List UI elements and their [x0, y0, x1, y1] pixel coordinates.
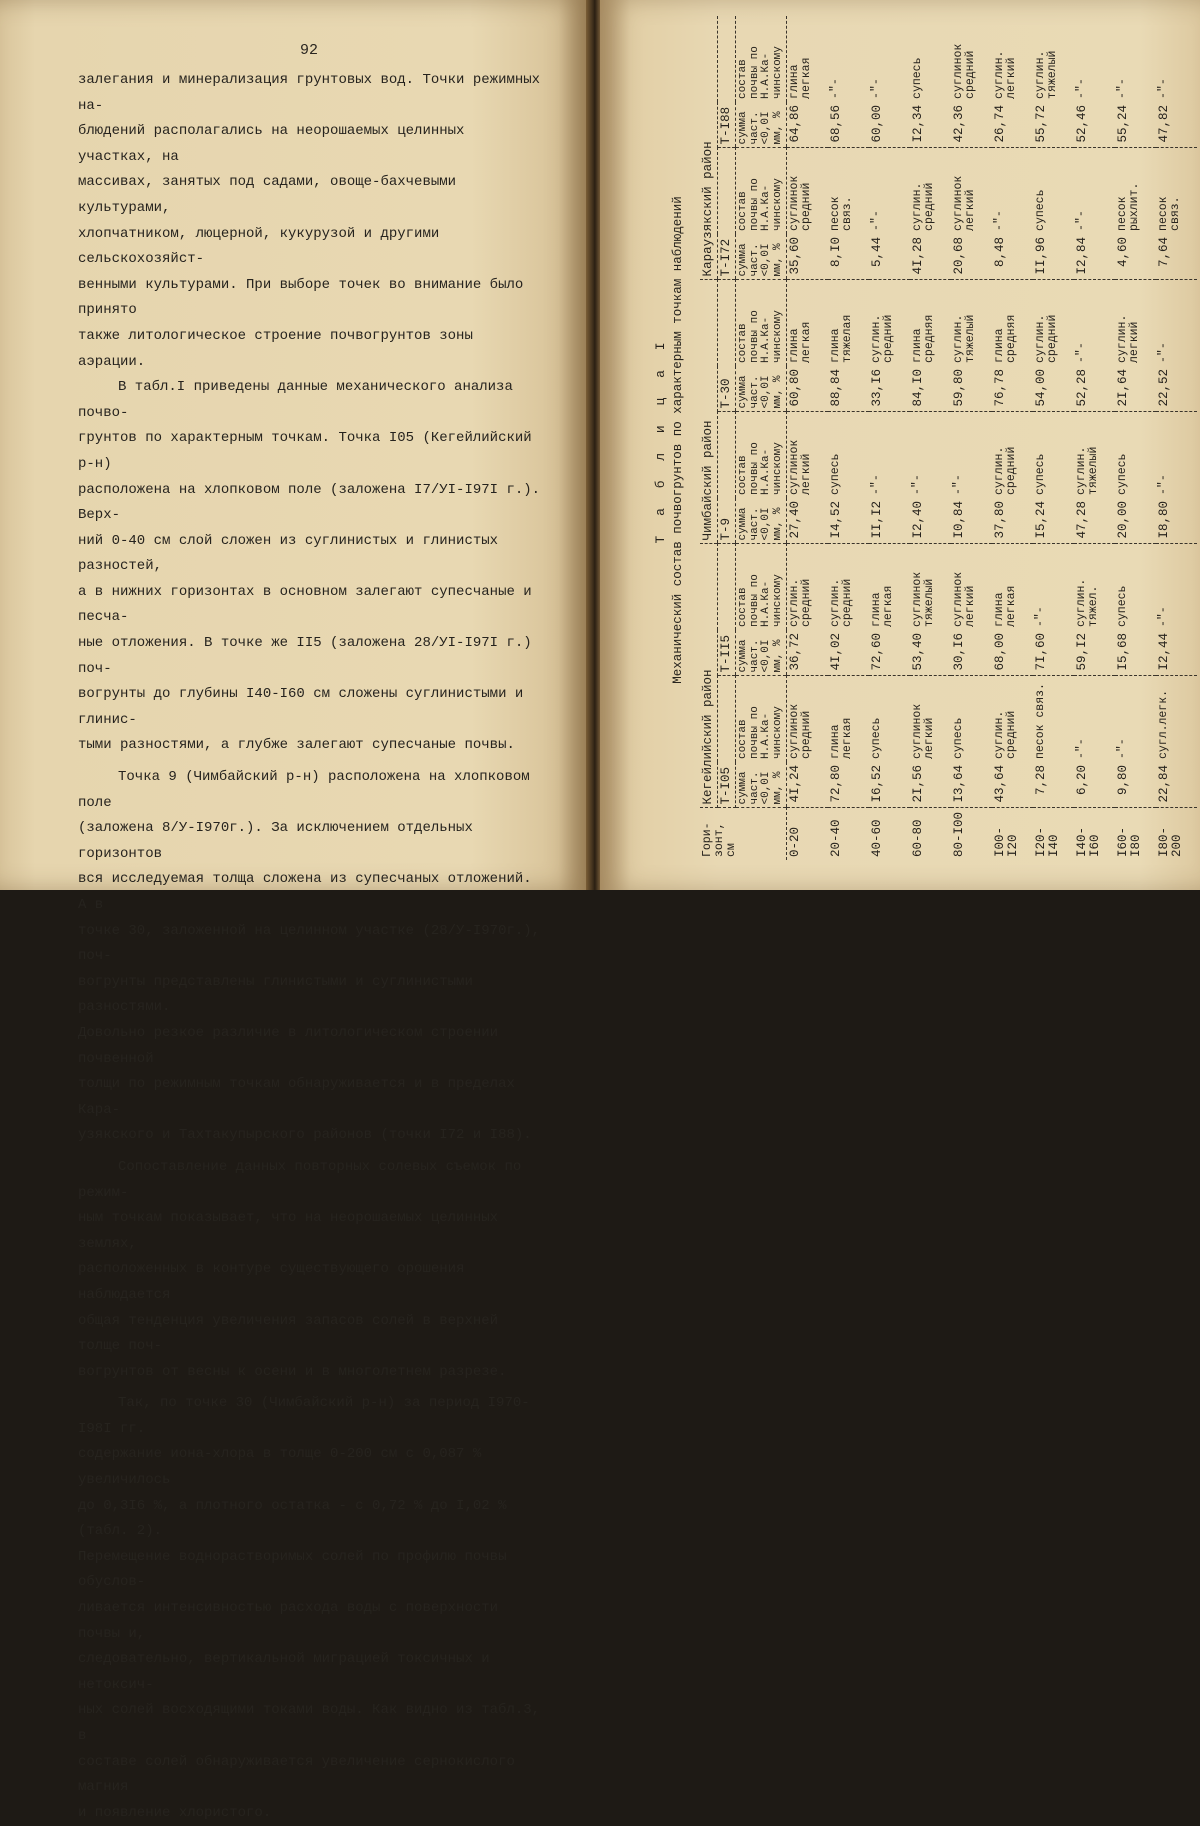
clay-fraction-cell: 4,60 [1115, 234, 1156, 280]
clay-fraction-cell: 36,72 [787, 630, 829, 676]
table-row [951, 16, 992, 860]
soil-composition-cell: -"- [1034, 606, 1047, 627]
soil-composition-cell: суглинок легкий [952, 175, 977, 231]
table-row [869, 16, 910, 860]
soil-composition-cell: глина легкая [993, 585, 1018, 627]
clay-fraction-cell: 60,80 [787, 366, 829, 412]
soil-composition-cell: -"- [870, 78, 883, 99]
soil-composition-cell: -"- [1075, 78, 1088, 99]
clay-fraction-cell: II,I2 [869, 498, 910, 544]
clay-fraction-cell: 84,I0 [910, 366, 951, 412]
soil-composition-cell: супесь [870, 717, 883, 759]
soil-composition-cell: суглин. средний [993, 446, 1018, 495]
soil-composition-cell: супесь [1116, 453, 1129, 495]
horizon-header: Гори- зонт, см [700, 808, 787, 860]
soil-composition-cell: суглинок средний [952, 43, 977, 99]
soil-composition-cell: суглин. тяжелый [1034, 50, 1059, 99]
clay-fraction-cell: 60,00 [869, 102, 910, 148]
soil-composition-cell: -"- [1075, 342, 1088, 363]
clay-fraction-cell: 47,28 [1074, 498, 1115, 544]
soil-composition-cell: супесь [1034, 189, 1047, 231]
soil-composition-cell: суглин. легкий [993, 50, 1018, 99]
clay-fraction-cell: 88,84 [828, 366, 869, 412]
point-header: Т-30 [718, 280, 736, 412]
soil-composition-cell: песок связ. [829, 196, 854, 231]
clay-fraction-cell: I2,44 [1156, 630, 1197, 676]
soil-composition-cell: супесь [952, 717, 965, 759]
clay-fraction-cell: 2I,56 [910, 762, 951, 808]
paragraph: Так, по точке 30 (Чимбайский р-н) за период I970-I98I гг. содержание иона-хлора в толще 0-200 см с 0,087 % увеличилось до 0,3I6 %, а плотного остатка - с 0,72 % до I,02 % (табл. 2). Перемещение воднорастворимых солей по профилю почвы обуслов- ливается интенсивностью расхода воды с поверхности почвы и, следовательно, вертикальной миграцией токсичных и нетоксич- ных солей восходящими токами воды. Как видно из табл.3, в составе солей обнаруживается увеличение сернокислого магния и появление хлористого. [78, 1395, 541, 1821]
soil-composition-cell: суглин. средний [829, 578, 854, 627]
soil-composition-cell: -"- [870, 474, 883, 495]
left-page [0, 0, 588, 1821]
clay-fraction-cell: II,96 [1033, 234, 1074, 280]
page-number: 92 [300, 42, 319, 59]
table-title: Механический состав почвогрунтов по характерным точкам наблюдений [671, 196, 685, 684]
soil-composition-cell: песок связ. [1157, 196, 1182, 231]
soil-composition-cell: суглин. средний [788, 578, 813, 627]
clay-fraction-cell: 22,52 [1156, 366, 1197, 412]
soil-composition-cell: суглин. тяжел. [1075, 578, 1100, 627]
clay-fraction-cell: 22,84 [1156, 762, 1197, 808]
horizon-cell: 0-20 [788, 826, 802, 857]
clay-fraction-cell: 5,44 [869, 234, 910, 280]
clay-fraction-cell: 59,I2 [1074, 630, 1115, 676]
clay-fraction-cell: 35,60 [787, 234, 829, 280]
soil-composition-cell: -"- [829, 78, 842, 99]
clay-fraction-cell: 8,I0 [828, 234, 869, 280]
soil-composition-cell: глина тяжелая [829, 314, 854, 363]
soil-composition-cell: суглинок тяжелый [911, 571, 936, 627]
soil-composition-cell: суглинок легкий [788, 439, 813, 495]
clay-fraction-cell: 33,I6 [869, 366, 910, 412]
clay-fraction-cell: 68,00 [992, 630, 1033, 676]
soil-composition-cell: глина средняя [911, 314, 936, 363]
clay-fraction-cell: I2,34 [910, 102, 951, 148]
composition-header: состав почвы по Н.А.Ка- чинскому [736, 412, 787, 498]
clay-fraction-cell: 2I,64 [1115, 366, 1156, 412]
soil-composition-cell: глина легкая [788, 321, 813, 363]
soil-composition-cell: суглинок средний [788, 175, 813, 231]
paragraph: В табл.I приведены данные механического анализа почво- грунтов по характерным точкам. Точка I05 (Кегейлийский р-н) расположена на хлопковом поле (заложена I7/УI-I97I г.). Верх- ний 0-40 см слой сложен из суглинистых и глинистых разностей, а в нижних горизонтах в основном залегают супесчаные и песча- ные отложения. В точке же II5 (заложена 28/УI-I97I г.) поч- вогрунты до глубины I40-I60 см сложены суглинистыми и глинис- тыми разностями, а глубже залегают супесчаные почвы. [78, 379, 541, 754]
point-header: Т-I05 [718, 676, 736, 808]
table-row [1074, 16, 1115, 860]
soil-composition-cell: глина легкая [788, 57, 813, 99]
clay-fraction-cell: 4I,24 [787, 762, 829, 808]
clay-fraction-cell: 64,86 [787, 102, 829, 148]
paragraph: залегания и минерализация грунтовых вод. Точки режимных на- блюдений располагались на неорошаемых целинных участках, на массивах, занятых под садами, овоще-бахчевыми культурами, хлопчатником, люцерной, кукурузой и другими сельскохозяйст- венными культурами. При выборе точек во внимание было принято также литологическое строение почвогрунтов зоны аэрации. [78, 72, 541, 370]
composition-header: состав почвы по Н.А.Ка- чинскому [736, 148, 787, 234]
soil-composition-cell: суглин. легкий [1116, 314, 1141, 363]
soil-composition-cell: -"- [911, 474, 924, 495]
soil-composition-cell: песок связ. [1034, 683, 1047, 759]
clay-fraction-cell: 72,80 [828, 762, 869, 808]
table-row [1156, 16, 1197, 860]
composition-header: состав почвы по Н.А.Ка- чинскому [736, 676, 787, 762]
clay-fraction-cell: 7,28 [1033, 762, 1074, 808]
region-header: Караузякский район [700, 16, 718, 280]
soil-composition-cell: глина легкая [829, 717, 854, 759]
table-row [1033, 16, 1074, 860]
table-row [992, 16, 1033, 860]
horizon-cell: 20-40 [829, 819, 843, 857]
soil-composition-cell: суглин. средний [1034, 314, 1059, 363]
clay-fraction-cell: 55,24 [1115, 102, 1156, 148]
sum-header: сумма част. <0,0I мм, % [736, 234, 787, 280]
clay-fraction-cell: 8,48 [992, 234, 1033, 280]
clay-fraction-cell: 30,I6 [951, 630, 992, 676]
sum-header: сумма част. <0,0I мм, % [736, 630, 787, 676]
clay-fraction-cell: 42,36 [951, 102, 992, 148]
soil-composition-cell: глина средняя [993, 314, 1018, 363]
point-header: Т-I88 [718, 16, 736, 148]
clay-fraction-cell: 9,80 [1115, 762, 1156, 808]
clay-fraction-cell: 52,46 [1074, 102, 1115, 148]
composition-header: состав почвы по Н.А.Ка- чинскому [736, 280, 787, 366]
clay-fraction-cell: 47,82 [1156, 102, 1197, 148]
clay-fraction-cell: I2,84 [1074, 234, 1115, 280]
horizon-cell: 80-I00 [952, 811, 966, 857]
body-text [78, 68, 548, 1826]
table-body [787, 16, 1198, 860]
table-label: Т а б л и ц а I [653, 336, 668, 544]
clay-fraction-cell: 26,74 [992, 102, 1033, 148]
soil-composition-cell: -"- [993, 210, 1006, 231]
clay-fraction-cell: 20,68 [951, 234, 992, 280]
clay-fraction-cell: 4I,28 [910, 234, 951, 280]
horizon-cell: I20-I40 [1034, 826, 1061, 857]
soil-composition-cell: -"- [1157, 474, 1170, 495]
soil-composition-cell: суглинок легкий [911, 703, 936, 759]
soil-composition-cell: суглинок легкий [952, 571, 977, 627]
clay-fraction-cell: 7I,60 [1033, 630, 1074, 676]
clay-fraction-cell: 76,78 [992, 366, 1033, 412]
clay-fraction-cell: I3,64 [951, 762, 992, 808]
soil-composition-cell: -"- [1157, 342, 1170, 363]
clay-fraction-cell: I6,52 [869, 762, 910, 808]
clay-fraction-cell: 55,72 [1033, 102, 1074, 148]
horizon-cell: I60-I80 [1116, 826, 1143, 857]
soil-texture-table [700, 16, 1197, 860]
clay-fraction-cell: 59,80 [951, 366, 992, 412]
soil-composition-cell: супесь [1034, 453, 1047, 495]
soil-composition-cell: -"- [952, 474, 965, 495]
soil-composition-cell: -"- [1116, 738, 1129, 759]
point-header: Т-I72 [718, 148, 736, 280]
composition-header: состав почвы по Н.А.Ка- чинскому [736, 16, 787, 102]
table-row [910, 16, 951, 860]
horizon-cell: 60-80 [911, 819, 925, 857]
soil-composition-cell: суглин. тяжелый [952, 314, 977, 363]
soil-composition-cell: -"- [870, 210, 883, 231]
soil-composition-cell: суглин. средний [993, 710, 1018, 759]
sum-header: сумма част. <0,0I мм, % [736, 762, 787, 808]
clay-fraction-cell: I2,40 [910, 498, 951, 544]
soil-composition-cell: суглин. средний [911, 182, 936, 231]
soil-composition-cell: -"- [1075, 210, 1088, 231]
soil-composition-cell: сугл.легк. [1157, 689, 1170, 759]
table-row [787, 16, 829, 860]
clay-fraction-cell: I8,80 [1156, 498, 1197, 544]
soil-composition-cell: -"- [1075, 738, 1088, 759]
soil-composition-cell: -"- [1157, 78, 1170, 99]
clay-fraction-cell: I4,52 [828, 498, 869, 544]
region-header: Кегейлийский район [700, 544, 718, 808]
horizon-cell: I00-I20 [993, 826, 1020, 857]
sum-header: сумма част. <0,0I мм, % [736, 366, 787, 412]
clay-fraction-cell: 27,40 [787, 498, 829, 544]
sum-header: сумма част. <0,0I мм, % [736, 102, 787, 148]
soil-composition-cell: суглин. средний [870, 314, 895, 363]
clay-fraction-cell: 7,64 [1156, 234, 1197, 280]
clay-fraction-cell: 43,64 [992, 762, 1033, 808]
clay-fraction-cell: 37,80 [992, 498, 1033, 544]
clay-fraction-cell: 52,28 [1074, 366, 1115, 412]
point-header: Т-9 [718, 412, 736, 544]
point-header: Т-II5 [718, 544, 736, 676]
clay-fraction-cell: 68,56 [828, 102, 869, 148]
soil-composition-cell: глина легкая [870, 585, 895, 627]
clay-fraction-cell: I0,84 [951, 498, 992, 544]
soil-composition-cell: суглинок средний [788, 703, 813, 759]
clay-fraction-cell: 6,20 [1074, 762, 1115, 808]
soil-composition-cell: -"- [1116, 78, 1129, 99]
clay-fraction-cell: I5,24 [1033, 498, 1074, 544]
clay-fraction-cell: 4I,02 [828, 630, 869, 676]
soil-composition-cell: -"- [1157, 606, 1170, 627]
clay-fraction-cell: 20,00 [1115, 498, 1156, 544]
horizon-cell: 40-60 [870, 819, 884, 857]
composition-header: состав почвы по Н.А.Ка- чинскому [736, 544, 787, 630]
rotated-table-block [653, 20, 1184, 860]
clay-fraction-cell: 72,60 [869, 630, 910, 676]
soil-composition-cell: песок рыхлит. [1116, 182, 1141, 231]
soil-composition-cell: супесь [829, 453, 842, 495]
horizon-cell: I80-200 [1157, 826, 1184, 857]
paragraph: Точка 9 (Чимбайский р-н) расположена на хлопковом поле (заложена 8/У-I970г.). За исключением отдельных горизонтов вся исследуемая толща сложена из супесчаных отложений. А в точке 30, заложенной на целинном участке (28/У-I970г.), поч- вогрунты представлены глинистыми и суглинистыми разностями. Довольно резкое различие в литологическом строении почвенной толщи по режимным точкам обнаруживается и в пределах Кара- узякского и Тахтакупырского районов (точки I72 и I88). [78, 769, 541, 1144]
clay-fraction-cell: I5,68 [1115, 630, 1156, 676]
paragraph: Сопоставление данных повторных солевых съемок по режим- ным точкам показывает, что на неорошаемых целинных землях, расположенных в контуре существующего орошения наблюдается общая тенденция увеличения запасов солей в верхней толще поч- вогрунтов от весны к осени и в многолетнем разрезе. [78, 1158, 522, 1380]
soil-composition-cell: суглин. тяжелый [1075, 446, 1100, 495]
sum-header: сумма част. <0,0I мм, % [736, 498, 787, 544]
soil-composition-cell: супесь [1116, 585, 1129, 627]
clay-fraction-cell: 54,00 [1033, 366, 1074, 412]
soil-composition-cell: супесь [911, 57, 924, 99]
table-row [828, 16, 869, 860]
clay-fraction-cell: 53,40 [910, 630, 951, 676]
table-row [1115, 16, 1156, 860]
region-header: Чимбайский район [700, 280, 718, 544]
horizon-cell: I40-I60 [1075, 826, 1102, 857]
